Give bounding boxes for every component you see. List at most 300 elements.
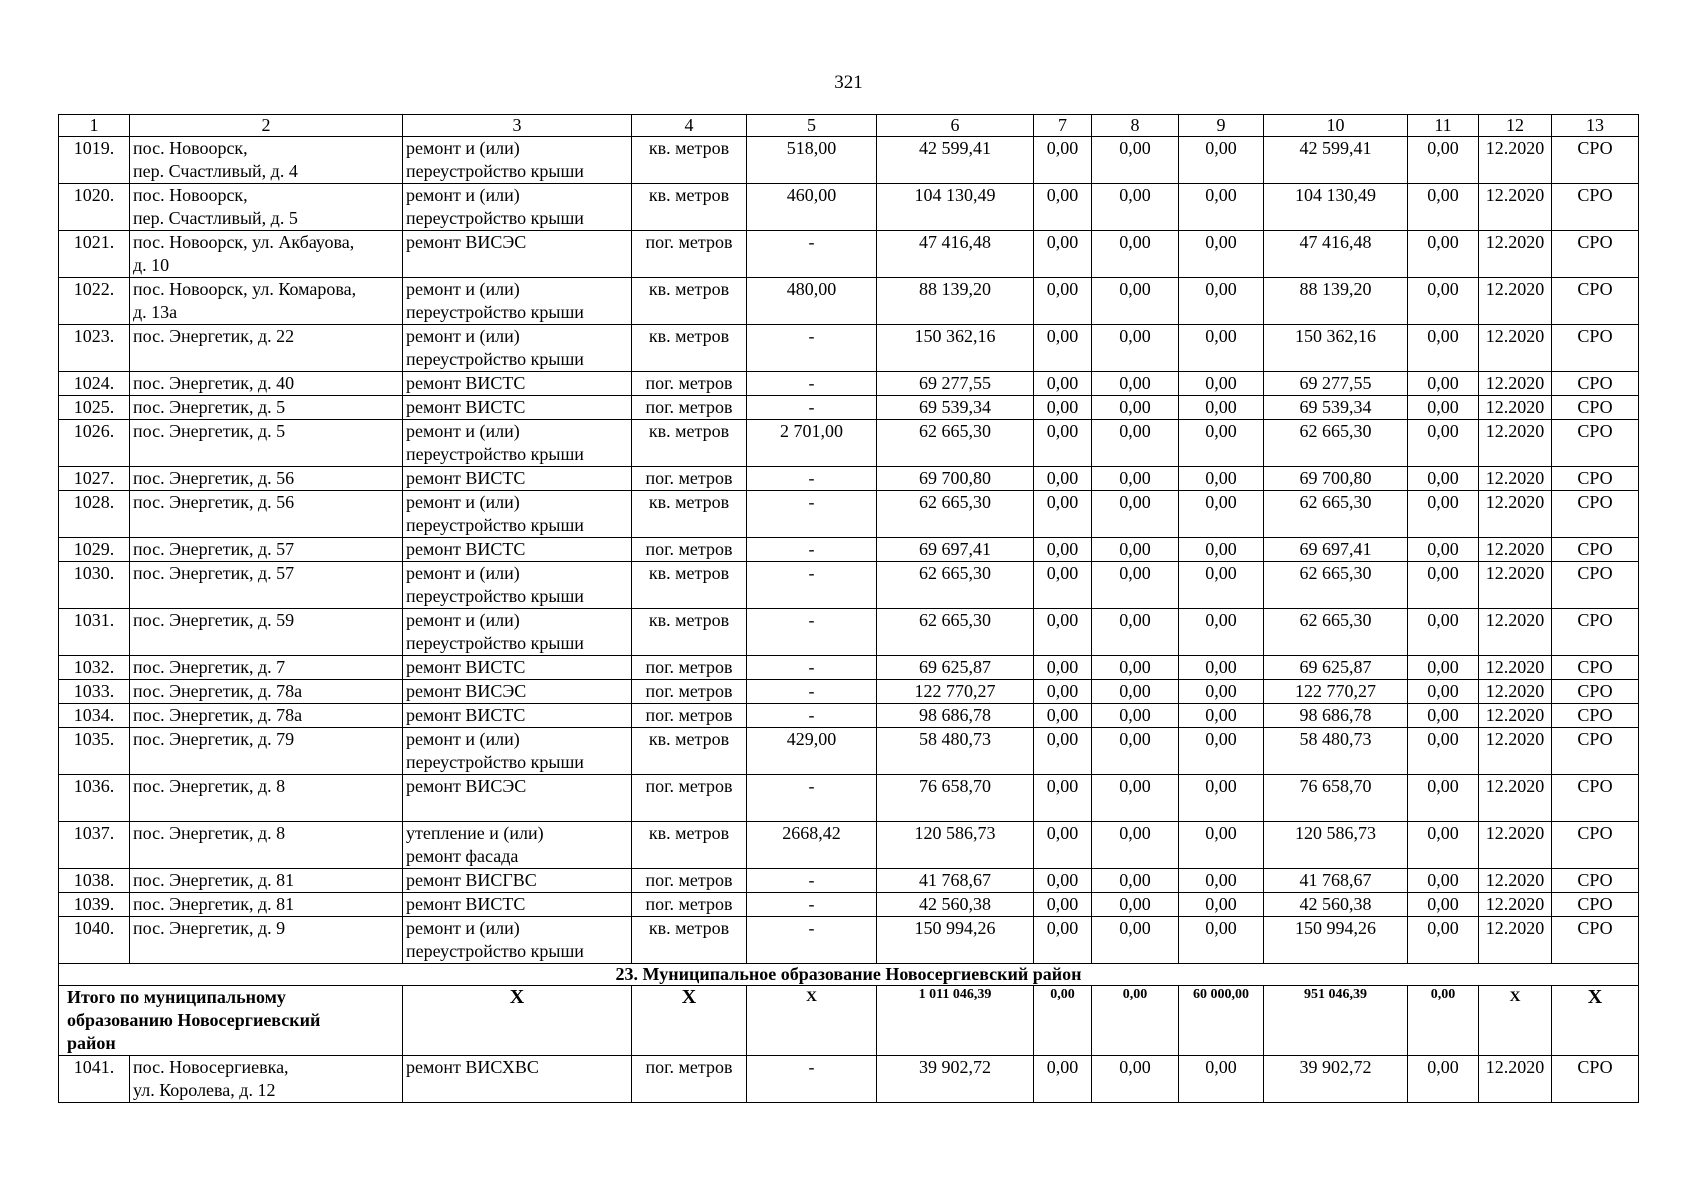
table-row — [59, 680, 1639, 704]
table-row — [59, 420, 1639, 467]
quantity-cell: - — [747, 775, 877, 822]
value-cell-c7: 0,00 — [1034, 491, 1092, 538]
value-cell-c10: 120 586,73 — [1264, 822, 1408, 869]
value-cell-c12: 12.2020 — [1479, 704, 1552, 728]
work-type-cell: ремонт ВИСТС — [403, 372, 632, 396]
total-col-4: X — [632, 986, 747, 1056]
value-cell-c6: 69 700,80 — [877, 467, 1034, 491]
value-cell-c11: 0,00 — [1408, 137, 1479, 184]
executor-cell: СРО — [1552, 491, 1639, 538]
row-number: 1035. — [59, 728, 130, 775]
executor-cell: СРО — [1552, 869, 1639, 893]
table-row — [59, 869, 1639, 893]
value-cell-c7: 0,00 — [1034, 325, 1092, 372]
page-number: 321 — [834, 72, 863, 93]
value-cell-c6: 88 139,20 — [877, 278, 1034, 325]
value-cell-c11: 0,00 — [1408, 538, 1479, 562]
table-row — [59, 704, 1639, 728]
row-number: 1036. — [59, 775, 130, 822]
value-cell-c10: 88 139,20 — [1264, 278, 1408, 325]
work-type-cell: ремонт ВИСЭС — [403, 680, 632, 704]
value-cell-c11: 0,00 — [1408, 728, 1479, 775]
work-type-cell: ремонт ВИСЭС — [403, 775, 632, 822]
value-cell-c8: 0,00 — [1092, 137, 1179, 184]
value-cell-c8: 0,00 — [1092, 680, 1179, 704]
row-number: 1040. — [59, 917, 130, 964]
quantity-cell: - — [747, 656, 877, 680]
value-cell-c12: 12.2020 — [1479, 1056, 1552, 1103]
unit-cell: кв. метров — [632, 278, 747, 325]
quantity-cell: - — [747, 325, 877, 372]
unit-cell: пог. метров — [632, 656, 747, 680]
quantity-cell: - — [747, 562, 877, 609]
table-row — [59, 491, 1639, 538]
unit-cell: кв. метров — [632, 325, 747, 372]
address-cell: пос. Энергетик, д. 8 — [130, 822, 403, 869]
value-cell-c10: 62 665,30 — [1264, 420, 1408, 467]
value-cell-c11: 0,00 — [1408, 893, 1479, 917]
value-cell-c10: 122 770,27 — [1264, 680, 1408, 704]
value-cell-c12: 12.2020 — [1479, 184, 1552, 231]
value-cell-c7: 0,00 — [1034, 704, 1092, 728]
value-cell-c8: 0,00 — [1092, 467, 1179, 491]
value-cell-c6: 150 362,16 — [877, 325, 1034, 372]
executor-cell: СРО — [1552, 704, 1639, 728]
work-type-cell: ремонт и (или) переустройство крыши — [403, 278, 632, 325]
row-number: 1021. — [59, 231, 130, 278]
value-cell-c7: 0,00 — [1034, 372, 1092, 396]
row-number: 1029. — [59, 538, 130, 562]
executor-cell: СРО — [1552, 656, 1639, 680]
address-cell: пос. Новоорск, пер. Счастливый, д. 4 — [130, 137, 403, 184]
table-row — [59, 231, 1639, 278]
header-col-8: 8 — [1092, 115, 1179, 137]
value-cell-c8: 0,00 — [1092, 562, 1179, 609]
quantity-cell: - — [747, 917, 877, 964]
quantity-cell: 2668,42 — [747, 822, 877, 869]
value-cell-c10: 69 277,55 — [1264, 372, 1408, 396]
value-cell-c8: 0,00 — [1092, 372, 1179, 396]
work-type-cell: ремонт и (или) переустройство крыши — [403, 325, 632, 372]
row-number: 1020. — [59, 184, 130, 231]
table-row — [59, 917, 1639, 964]
work-type-cell: ремонт и (или) переустройство крыши — [403, 562, 632, 609]
value-cell-c10: 62 665,30 — [1264, 562, 1408, 609]
address-cell: пос. Энергетик, д. 57 — [130, 562, 403, 609]
value-cell-c6: 42 599,41 — [877, 137, 1034, 184]
value-cell-c11: 0,00 — [1408, 231, 1479, 278]
value-cell-c8: 0,00 — [1092, 231, 1179, 278]
value-cell-c10: 42 599,41 — [1264, 137, 1408, 184]
unit-cell: пог. метров — [632, 396, 747, 420]
value-cell-c9: 0,00 — [1179, 137, 1264, 184]
table-row — [59, 609, 1639, 656]
value-cell-c10: 62 665,30 — [1264, 609, 1408, 656]
value-cell-c6: 62 665,30 — [877, 562, 1034, 609]
header-col-2: 2 — [130, 115, 403, 137]
value-cell-c9: 0,00 — [1179, 917, 1264, 964]
value-cell-c12: 12.2020 — [1479, 372, 1552, 396]
value-cell-c8: 0,00 — [1092, 869, 1179, 893]
table-row — [59, 775, 1639, 822]
executor-cell: СРО — [1552, 609, 1639, 656]
quantity-cell: 460,00 — [747, 184, 877, 231]
quantity-cell: 518,00 — [747, 137, 877, 184]
executor-cell: СРО — [1552, 917, 1639, 964]
value-cell-c6: 47 416,48 — [877, 231, 1034, 278]
address-cell: пос. Энергетик, д. 78а — [130, 704, 403, 728]
row-number: 1022. — [59, 278, 130, 325]
value-cell-c8: 0,00 — [1092, 656, 1179, 680]
value-cell-c9: 0,00 — [1179, 1056, 1264, 1103]
work-type-cell: ремонт ВИСХВС — [403, 1056, 632, 1103]
unit-cell: пог. метров — [632, 467, 747, 491]
value-cell-c7: 0,00 — [1034, 680, 1092, 704]
table-row — [59, 184, 1639, 231]
work-type-cell: ремонт ВИСГВС — [403, 869, 632, 893]
value-cell-c11: 0,00 — [1408, 609, 1479, 656]
work-type-cell: ремонт ВИСЭС — [403, 231, 632, 278]
value-cell-c10: 39 902,72 — [1264, 1056, 1408, 1103]
value-cell-c10: 42 560,38 — [1264, 893, 1408, 917]
work-type-cell: ремонт ВИСТС — [403, 538, 632, 562]
table-row — [59, 278, 1639, 325]
value-cell-c12: 12.2020 — [1479, 325, 1552, 372]
unit-cell: кв. метров — [632, 184, 747, 231]
row-number: 1034. — [59, 704, 130, 728]
value-cell-c7: 0,00 — [1034, 184, 1092, 231]
unit-cell: кв. метров — [632, 420, 747, 467]
value-cell-c12: 12.2020 — [1479, 137, 1552, 184]
unit-cell: кв. метров — [632, 491, 747, 538]
value-cell-c10: 62 665,30 — [1264, 491, 1408, 538]
value-cell-c11: 0,00 — [1408, 704, 1479, 728]
value-cell-c7: 0,00 — [1034, 917, 1092, 964]
address-cell: пос. Энергетик, д. 57 — [130, 538, 403, 562]
work-type-cell: ремонт и (или) переустройство крыши — [403, 609, 632, 656]
value-cell-c11: 0,00 — [1408, 467, 1479, 491]
work-type-cell: ремонт и (или) переустройство крыши — [403, 184, 632, 231]
value-cell-c11: 0,00 — [1408, 278, 1479, 325]
quantity-cell: - — [747, 893, 877, 917]
value-cell-c7: 0,00 — [1034, 609, 1092, 656]
executor-cell: СРО — [1552, 231, 1639, 278]
work-type-cell: ремонт ВИСТС — [403, 704, 632, 728]
row-number: 1041. — [59, 1056, 130, 1103]
value-cell-c9: 0,00 — [1179, 231, 1264, 278]
value-cell-c8: 0,00 — [1092, 420, 1179, 467]
row-number: 1024. — [59, 372, 130, 396]
row-number: 1039. — [59, 893, 130, 917]
address-cell: пос. Энергетик, д. 8 — [130, 775, 403, 822]
table-row — [59, 728, 1639, 775]
total-c8: 0,00 — [1092, 986, 1179, 1056]
header-col-7: 7 — [1034, 115, 1092, 137]
value-cell-c9: 0,00 — [1179, 609, 1264, 656]
unit-cell: пог. метров — [632, 538, 747, 562]
executor-cell: СРО — [1552, 325, 1639, 372]
value-cell-c11: 0,00 — [1408, 184, 1479, 231]
value-cell-c9: 0,00 — [1179, 184, 1264, 231]
row-number: 1032. — [59, 656, 130, 680]
unit-cell: кв. метров — [632, 609, 747, 656]
work-type-cell: ремонт ВИСТС — [403, 396, 632, 420]
row-number: 1026. — [59, 420, 130, 467]
table-body — [59, 115, 1639, 1103]
value-cell-c6: 58 480,73 — [877, 728, 1034, 775]
address-cell: пос. Энергетик, д. 5 — [130, 396, 403, 420]
value-cell-c8: 0,00 — [1092, 1056, 1179, 1103]
value-cell-c7: 0,00 — [1034, 538, 1092, 562]
unit-cell: пог. метров — [632, 680, 747, 704]
value-cell-c12: 12.2020 — [1479, 680, 1552, 704]
row-number: 1019. — [59, 137, 130, 184]
address-cell: пос. Новосергиевка, ул. Королева, д. 12 — [130, 1056, 403, 1103]
quantity-cell: - — [747, 1056, 877, 1103]
value-cell-c6: 76 658,70 — [877, 775, 1034, 822]
unit-cell: пог. метров — [632, 704, 747, 728]
address-cell: пос. Энергетик, д. 22 — [130, 325, 403, 372]
row-number: 1033. — [59, 680, 130, 704]
row-number: 1038. — [59, 869, 130, 893]
value-cell-c9: 0,00 — [1179, 562, 1264, 609]
value-cell-c11: 0,00 — [1408, 491, 1479, 538]
total-c7: 0,00 — [1034, 986, 1092, 1056]
unit-cell: пог. метров — [632, 1056, 747, 1103]
unit-cell: пог. метров — [632, 775, 747, 822]
work-type-cell: ремонт ВИСТС — [403, 467, 632, 491]
value-cell-c11: 0,00 — [1408, 562, 1479, 609]
value-cell-c8: 0,00 — [1092, 822, 1179, 869]
value-cell-c9: 0,00 — [1179, 278, 1264, 325]
total-col-13: X — [1552, 986, 1639, 1056]
executor-cell: СРО — [1552, 728, 1639, 775]
executor-cell: СРО — [1552, 184, 1639, 231]
value-cell-c6: 120 586,73 — [877, 822, 1034, 869]
work-type-cell: ремонт и (или) переустройство крыши — [403, 420, 632, 467]
executor-cell: СРО — [1552, 775, 1639, 822]
address-cell: пос. Энергетик, д. 9 — [130, 917, 403, 964]
value-cell-c10: 150 994,26 — [1264, 917, 1408, 964]
unit-cell: кв. метров — [632, 822, 747, 869]
value-cell-c12: 12.2020 — [1479, 656, 1552, 680]
value-cell-c6: 104 130,49 — [877, 184, 1034, 231]
value-cell-c9: 0,00 — [1179, 869, 1264, 893]
value-cell-c6: 62 665,30 — [877, 609, 1034, 656]
value-cell-c9: 0,00 — [1179, 656, 1264, 680]
header-col-11: 11 — [1408, 115, 1479, 137]
value-cell-c10: 47 416,48 — [1264, 231, 1408, 278]
quantity-cell: - — [747, 869, 877, 893]
quantity-cell: 2 701,00 — [747, 420, 877, 467]
value-cell-c12: 12.2020 — [1479, 562, 1552, 609]
executor-cell: СРО — [1552, 562, 1639, 609]
executor-cell: СРО — [1552, 467, 1639, 491]
value-cell-c6: 98 686,78 — [877, 704, 1034, 728]
header-col-4: 4 — [632, 115, 747, 137]
table-row — [59, 325, 1639, 372]
value-cell-c12: 12.2020 — [1479, 491, 1552, 538]
value-cell-c8: 0,00 — [1092, 538, 1179, 562]
header-col-5: 5 — [747, 115, 877, 137]
value-cell-c10: 98 686,78 — [1264, 704, 1408, 728]
row-number: 1037. — [59, 822, 130, 869]
value-cell-c7: 0,00 — [1034, 1056, 1092, 1103]
section-title: 23. Муниципальное образование Новосергиевский район — [59, 964, 1639, 986]
total-c9: 60 000,00 — [1179, 986, 1264, 1056]
total-c6: 1 011 046,39 — [877, 986, 1034, 1056]
value-cell-c12: 12.2020 — [1479, 420, 1552, 467]
value-cell-c9: 0,00 — [1179, 325, 1264, 372]
executor-cell: СРО — [1552, 822, 1639, 869]
value-cell-c7: 0,00 — [1034, 822, 1092, 869]
value-cell-c11: 0,00 — [1408, 420, 1479, 467]
value-cell-c8: 0,00 — [1092, 609, 1179, 656]
value-cell-c12: 12.2020 — [1479, 728, 1552, 775]
value-cell-c11: 0,00 — [1408, 869, 1479, 893]
table-row — [59, 562, 1639, 609]
address-cell: пос. Новоорск, ул. Комарова, д. 13а — [130, 278, 403, 325]
quantity-cell: - — [747, 467, 877, 491]
unit-cell: пог. метров — [632, 869, 747, 893]
value-cell-c9: 0,00 — [1179, 396, 1264, 420]
total-col-12: X — [1479, 986, 1552, 1056]
value-cell-c7: 0,00 — [1034, 562, 1092, 609]
value-cell-c6: 69 625,87 — [877, 656, 1034, 680]
value-cell-c6: 41 768,67 — [877, 869, 1034, 893]
value-cell-c6: 69 277,55 — [877, 372, 1034, 396]
quantity-cell: - — [747, 680, 877, 704]
table-row — [59, 538, 1639, 562]
value-cell-c12: 12.2020 — [1479, 869, 1552, 893]
work-type-cell: ремонт ВИСТС — [403, 893, 632, 917]
quantity-cell: - — [747, 704, 877, 728]
total-row — [59, 986, 1639, 1056]
value-cell-c6: 62 665,30 — [877, 420, 1034, 467]
unit-cell: пог. метров — [632, 372, 747, 396]
quantity-cell: 480,00 — [747, 278, 877, 325]
section-heading-row — [59, 964, 1639, 986]
value-cell-c12: 12.2020 — [1479, 775, 1552, 822]
address-cell: пос. Энергетик, д. 81 — [130, 893, 403, 917]
value-cell-c8: 0,00 — [1092, 893, 1179, 917]
address-cell: пос. Энергетик, д. 78а — [130, 680, 403, 704]
value-cell-c9: 0,00 — [1179, 728, 1264, 775]
executor-cell: СРО — [1552, 1056, 1639, 1103]
value-cell-c12: 12.2020 — [1479, 467, 1552, 491]
header-col-3: 3 — [403, 115, 632, 137]
value-cell-c12: 12.2020 — [1479, 917, 1552, 964]
executor-cell: СРО — [1552, 538, 1639, 562]
work-type-cell: ремонт и (или) переустройство крыши — [403, 491, 632, 538]
value-cell-c9: 0,00 — [1179, 420, 1264, 467]
value-cell-c9: 0,00 — [1179, 680, 1264, 704]
value-cell-c8: 0,00 — [1092, 184, 1179, 231]
unit-cell: кв. метров — [632, 917, 747, 964]
value-cell-c8: 0,00 — [1092, 704, 1179, 728]
value-cell-c9: 0,00 — [1179, 775, 1264, 822]
value-cell-c11: 0,00 — [1408, 822, 1479, 869]
executor-cell: СРО — [1552, 137, 1639, 184]
value-cell-c7: 0,00 — [1034, 467, 1092, 491]
value-cell-c7: 0,00 — [1034, 728, 1092, 775]
total-col-5: X — [747, 986, 877, 1056]
value-cell-c9: 0,00 — [1179, 822, 1264, 869]
unit-cell: кв. метров — [632, 562, 747, 609]
total-col-3: X — [403, 986, 632, 1056]
address-cell: пос. Энергетик, д. 7 — [130, 656, 403, 680]
address-cell: пос. Энергетик, д. 40 — [130, 372, 403, 396]
executor-cell: СРО — [1552, 396, 1639, 420]
row-number: 1023. — [59, 325, 130, 372]
value-cell-c12: 12.2020 — [1479, 609, 1552, 656]
executor-cell: СРО — [1552, 893, 1639, 917]
address-cell: пос. Энергетик, д. 59 — [130, 609, 403, 656]
value-cell-c11: 0,00 — [1408, 656, 1479, 680]
value-cell-c6: 39 902,72 — [877, 1056, 1034, 1103]
table-row — [59, 372, 1639, 396]
executor-cell: СРО — [1552, 680, 1639, 704]
value-cell-c7: 0,00 — [1034, 775, 1092, 822]
address-cell: пос. Энергетик, д. 81 — [130, 869, 403, 893]
table-row — [59, 1056, 1639, 1103]
unit-cell: пог. метров — [632, 231, 747, 278]
table-row — [59, 137, 1639, 184]
value-cell-c10: 69 700,80 — [1264, 467, 1408, 491]
value-cell-c11: 0,00 — [1408, 680, 1479, 704]
value-cell-c12: 12.2020 — [1479, 396, 1552, 420]
value-cell-c10: 104 130,49 — [1264, 184, 1408, 231]
row-number: 1025. — [59, 396, 130, 420]
value-cell-c7: 0,00 — [1034, 656, 1092, 680]
value-cell-c8: 0,00 — [1092, 491, 1179, 538]
value-cell-c10: 150 362,16 — [1264, 325, 1408, 372]
quantity-cell: - — [747, 396, 877, 420]
value-cell-c11: 0,00 — [1408, 325, 1479, 372]
work-type-cell: ремонт и (или) переустройство крыши — [403, 728, 632, 775]
address-cell: пос. Энергетик, д. 56 — [130, 491, 403, 538]
quantity-cell: - — [747, 231, 877, 278]
work-type-cell: ремонт ВИСТС — [403, 656, 632, 680]
total-label: Итого по муниципальному образованию Новосергиевский район — [59, 986, 403, 1056]
table-row — [59, 467, 1639, 491]
value-cell-c6: 122 770,27 — [877, 680, 1034, 704]
value-cell-c7: 0,00 — [1034, 420, 1092, 467]
value-cell-c12: 12.2020 — [1479, 538, 1552, 562]
unit-cell: кв. метров — [632, 728, 747, 775]
value-cell-c11: 0,00 — [1408, 1056, 1479, 1103]
value-cell-c11: 0,00 — [1408, 917, 1479, 964]
unit-cell: пог. метров — [632, 893, 747, 917]
table-row — [59, 656, 1639, 680]
value-cell-c12: 12.2020 — [1479, 278, 1552, 325]
row-number: 1028. — [59, 491, 130, 538]
quantity-cell: - — [747, 538, 877, 562]
quantity-cell: - — [747, 491, 877, 538]
address-cell: пос. Энергетик, д. 79 — [130, 728, 403, 775]
executor-cell: СРО — [1552, 420, 1639, 467]
value-cell-c8: 0,00 — [1092, 917, 1179, 964]
quantity-cell: 429,00 — [747, 728, 877, 775]
work-type-cell: ремонт и (или) переустройство крыши — [403, 137, 632, 184]
value-cell-c10: 41 768,67 — [1264, 869, 1408, 893]
value-cell-c6: 69 539,34 — [877, 396, 1034, 420]
value-cell-c11: 0,00 — [1408, 775, 1479, 822]
header-col-10: 10 — [1264, 115, 1408, 137]
executor-cell: СРО — [1552, 278, 1639, 325]
header-col-1: 1 — [59, 115, 130, 137]
value-cell-c8: 0,00 — [1092, 325, 1179, 372]
